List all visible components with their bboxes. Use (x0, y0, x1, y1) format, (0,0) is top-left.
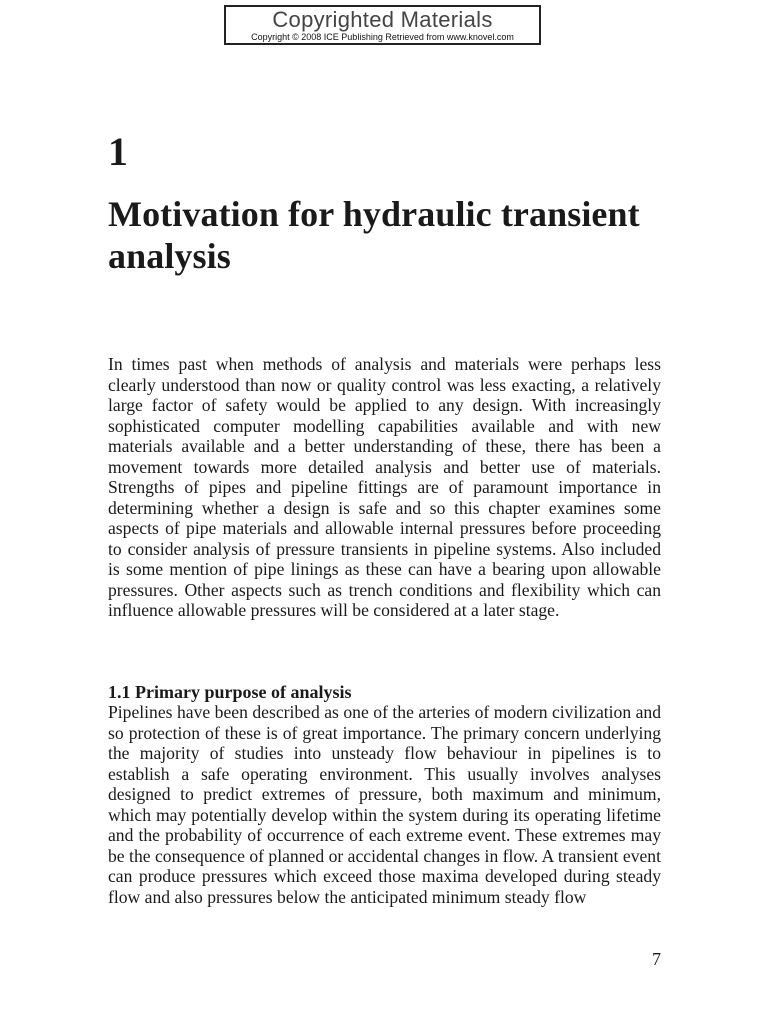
intro-paragraph: In times past when methods of analysis and materials were perhaps less clearly understood than now or quality control was less exacting, a relatively large factor of safety would be applied to any design. With increasingly sophisticated computer modelling capabilities available and with new materials available and a better understanding of these, there has been a movement towards more detailed analysis and better use of materials. Strengths of pipes and pipeline fittings are of paramount importance in determining whether a design is safe and so this chapter examines some aspects of pipe materials and allowable internal pressures before proceeding to consider analysis of pressure transients in pipeline systems. Also included is some mention of pipe linings as these can have a bearing upon allowable pressures. Other aspects such as trench conditions and flexibility which can influence allowable pressures will be considered at a later stage. (108, 354, 661, 620)
section-paragraph: Pipelines have been described as one of the arteries of modern civilization and so protection of these is of great importance. The primary concern underlying the majority of studies into unsteady flow behaviour in pipelines is to establish a safe operating environment. This usually involves analyses designed to predict extremes of pressure, both maximum and minimum, which may potentially develop within the system during its operating lifetime and the probability of occurrence of each extreme event. These extremes may be the consequence of planned or accidental changes in flow. A transient event can produce pressures which exceed those maxima developed during steady flow and also pressures below the anticipated minimum steady flow (108, 702, 661, 907)
stamp-title: Copyrighted Materials (272, 7, 493, 32)
page-number: 7 (652, 949, 661, 969)
chapter-number: 1 (108, 129, 128, 174)
chapter-title: Motivation for hydraulic transient analysis (108, 194, 640, 276)
section-heading: 1.1 Primary purpose of analysis (108, 682, 352, 702)
copyright-stamp (224, 5, 541, 45)
stamp-subtitle: Copyright © 2008 ICE Publishing Retrieved from www.knovel.com (251, 32, 514, 42)
